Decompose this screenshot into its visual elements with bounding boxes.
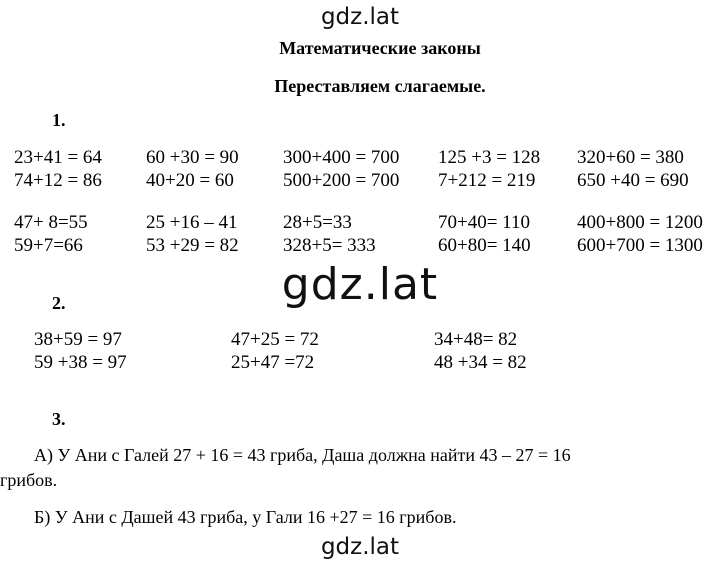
watermark-top: gdz.lat [320,4,400,30]
equation: 500+200 = 700 [283,170,400,191]
watermark-bottom: gdz.lat [320,534,400,560]
equation: 600+700 = 1300 [577,235,703,256]
equation-column [146,146,239,192]
equation: 47+ 8=55 [14,212,88,233]
equation-column [34,328,127,374]
equation: 28+5=33 [283,212,352,233]
equation: 25 +16 – 41 [146,212,238,233]
equation: 70+40= 110 [438,212,530,233]
equation: 40+20 = 60 [146,170,234,191]
equation: 59 +38 = 97 [34,352,127,373]
task-3-answer-b: Б) У Ани с Дашей 43 гриба, у Гали 16 +27 = 16 грибов. [34,507,457,527]
equation: 25+47 =72 [231,352,315,373]
task-3-answer-a-continued: грибов. [0,470,58,490]
equation: 60 +30 = 90 [146,147,239,168]
equation: 60+80= 140 [438,235,531,256]
equation-column [434,328,527,374]
task-3-answer-a: А) У Ани с Галей 27 + 16 = 43 гриба, Даша должна найти 43 – 27 = 16 [34,445,571,465]
equation-column [577,211,703,257]
equation: 74+12 = 86 [14,170,102,191]
equation: 38+59 = 97 [34,329,122,350]
equation: 23+41 = 64 [14,147,102,168]
equation: 7+212 = 219 [438,170,536,191]
equation: 125 +3 = 128 [438,147,541,168]
task-1-number: 1. [52,110,66,130]
equation: 34+48= 82 [434,329,518,350]
equation: 650 +40 = 690 [577,170,689,191]
equation-column [231,328,319,374]
equation: 300+400 = 700 [283,147,400,168]
equation-column [14,211,88,257]
equation: 328+5= 333 [283,235,376,256]
task-3-number: 3. [52,409,66,429]
page-title: Математические законы [279,38,481,58]
equation: 320+60 = 380 [577,147,684,168]
equation: 47+25 = 72 [231,329,319,350]
equation-column [14,146,102,192]
equation-column [438,211,531,257]
page-subtitle: Переставляем слагаемые. [274,76,486,96]
equation: 48 +34 = 82 [434,352,527,373]
task-2-number: 2. [52,293,66,313]
equation-column [283,146,399,192]
equation-column [577,146,689,192]
equation-column [438,146,540,192]
equation: 53 +29 = 82 [146,235,239,256]
watermark-center: gdz.lat [281,259,439,310]
equation: 59+7=66 [14,235,83,256]
equation: 400+800 = 1200 [577,212,703,233]
equation-column [283,211,376,257]
equation-column [146,211,239,257]
